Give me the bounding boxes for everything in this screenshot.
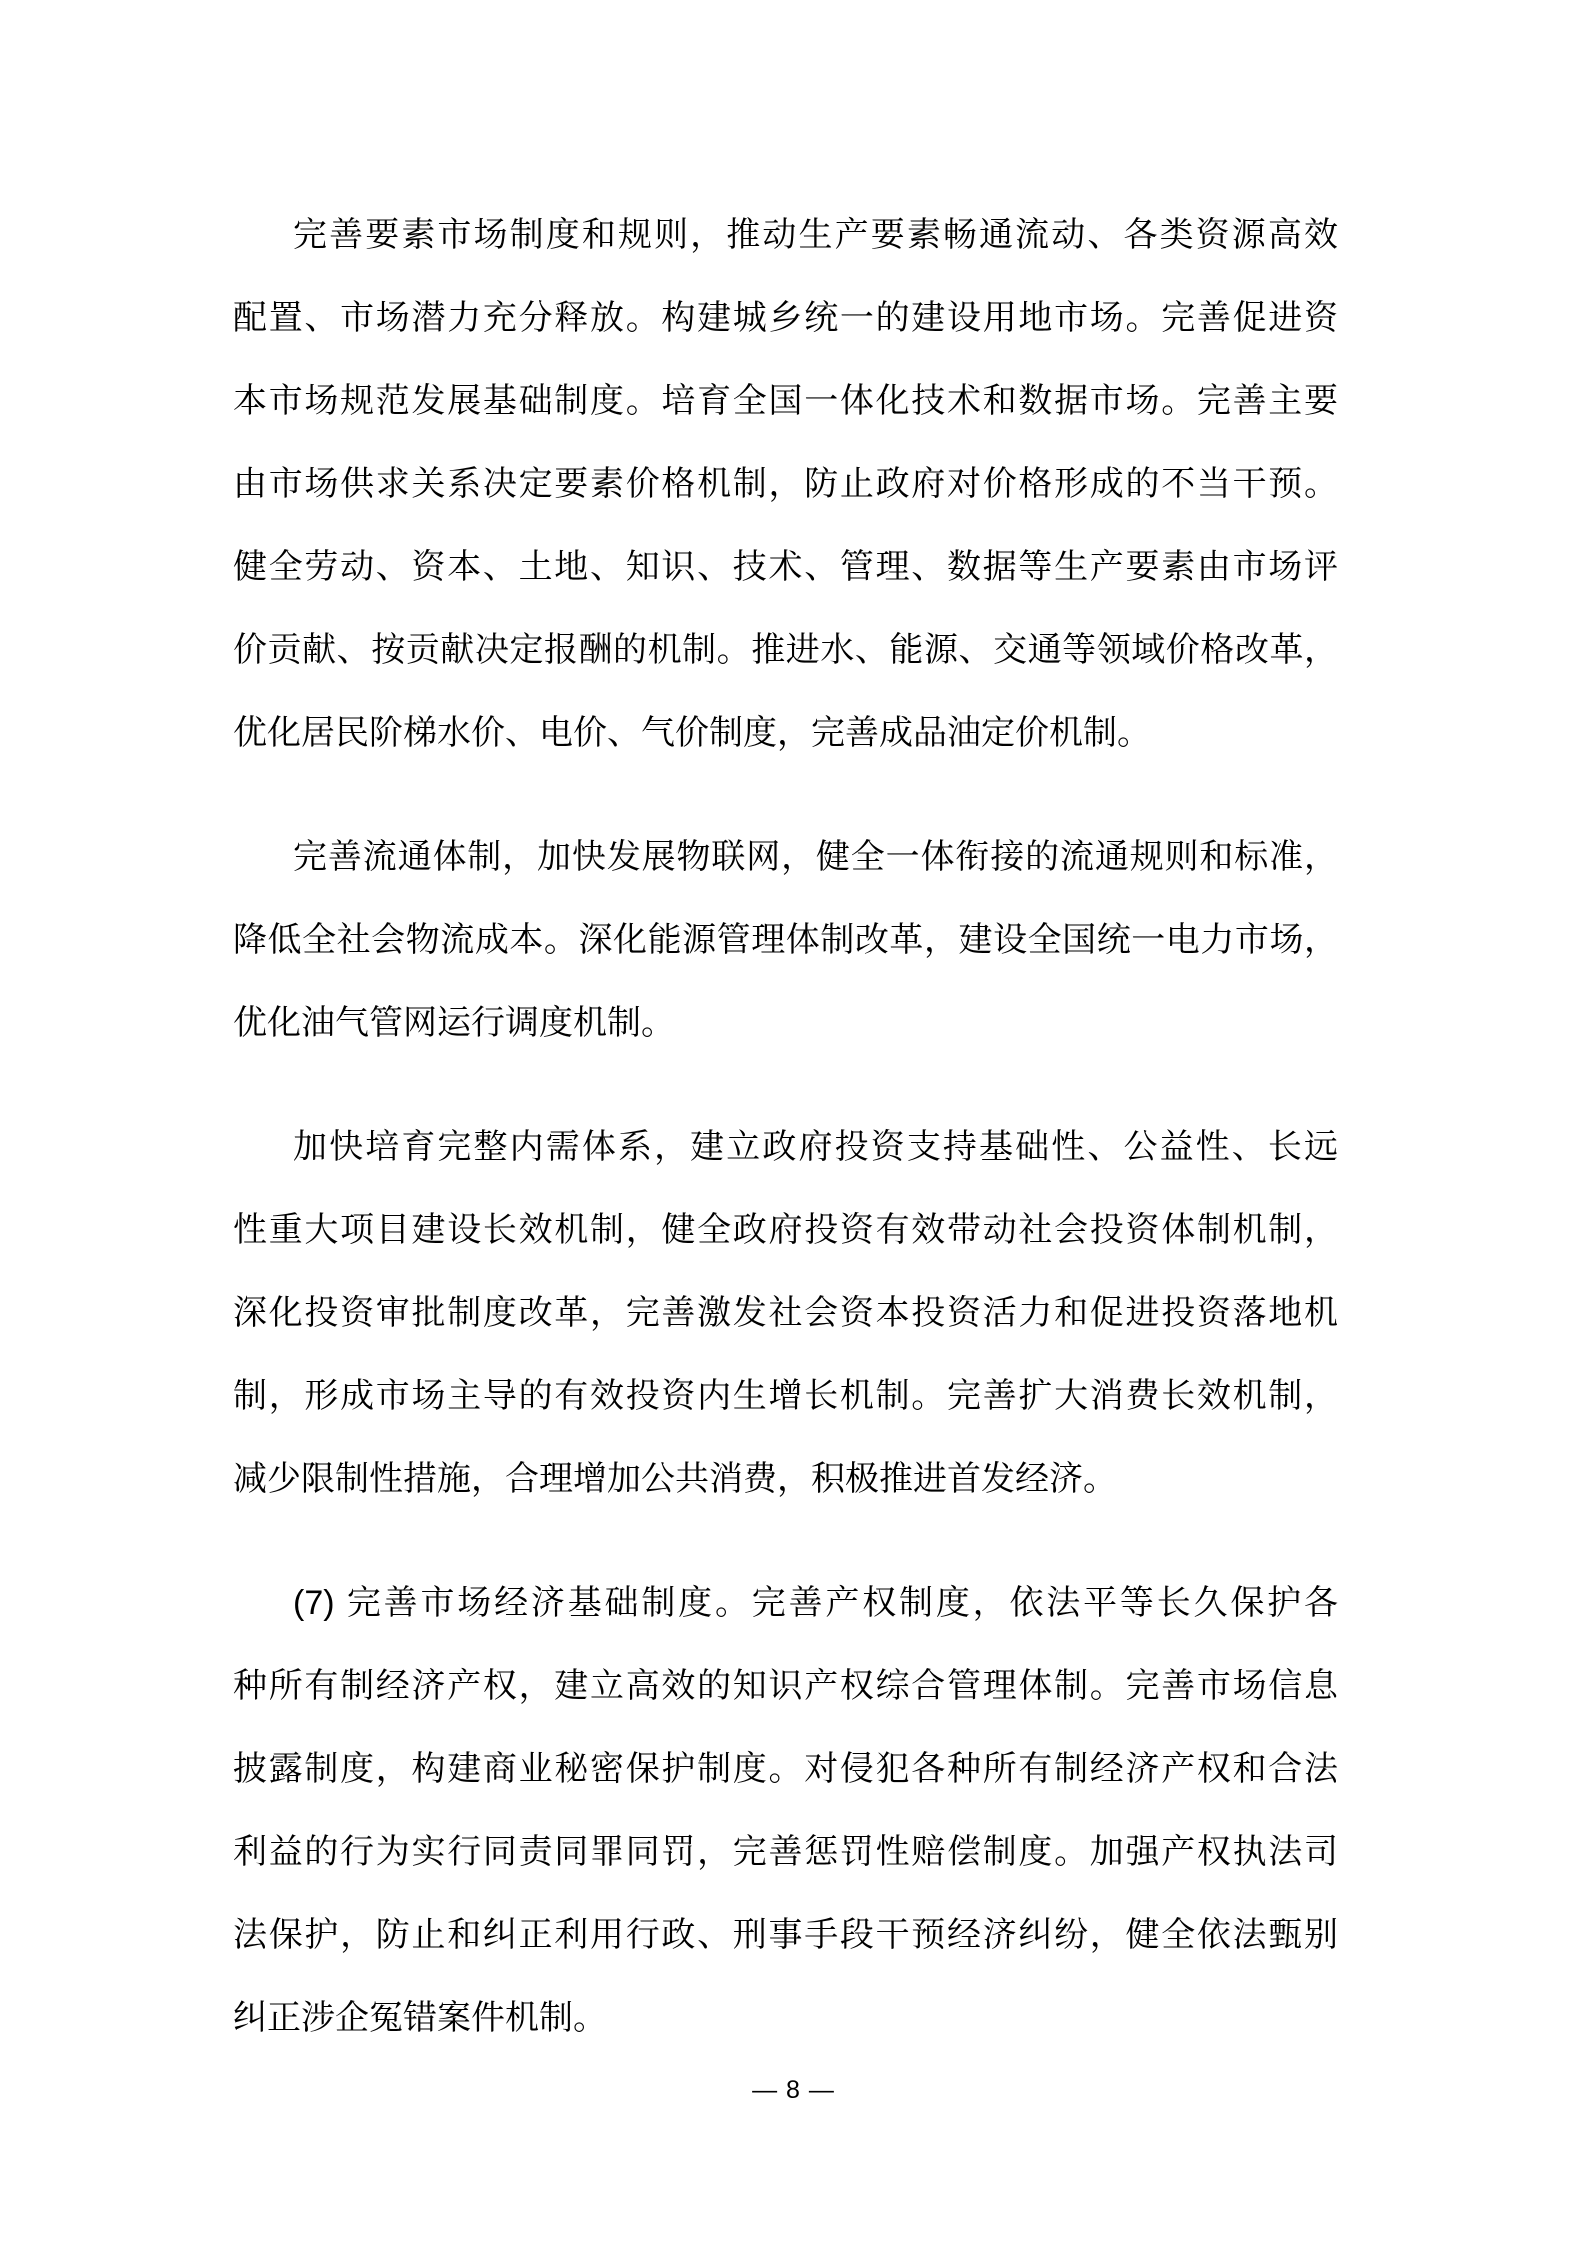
paragraph [233,194,1338,775]
text-line: 种所有制经济产权，建立高效的知识产权综合管理体制。完善市场信息 [233,1667,1338,1705]
text-line: 减少限制性措施，合理增加公共消费，积极推进首发经济。 [233,1460,1117,1498]
text-line: 健全劳动、资本、土地、知识、技术、管理、数据等生产要素由市场评 [233,548,1338,586]
text-line: 披露制度，构建商业秘密保护制度。对侵犯各种所有制经济产权和合法 [233,1750,1338,1788]
text-line: 纠正涉企冤错案件机制。 [233,1999,607,2037]
text-line: 加快培育完整内需体系，建立政府投资支持基础性、公益性、长远 [293,1128,1338,1166]
page-footer [0,2073,1587,2107]
text-line: 完善流通体制，加快发展物联网，健全一体衔接的流通规则和标准， [293,838,1338,876]
paragraph [233,1562,1338,2060]
text-line: 本市场规范发展基础制度。培育全国一体化技术和数据市场。完善主要 [233,382,1338,420]
text-line: 降低全社会物流成本。深化能源管理体制改革，建设全国统一电力市场， [233,921,1338,959]
text-line: 深化投资审批制度改革，完善激发社会资本投资活力和促进投资落地机 [233,1294,1338,1332]
text-line: 利益的行为实行同责同罪同罚，完善惩罚性赔偿制度。加强产权执法司 [233,1833,1338,1871]
document-body [233,194,1338,2101]
text-line: 完善要素市场制度和规则，推动生产要素畅通流动、各类资源高效 [293,216,1338,254]
text-line: 由市场供求关系决定要素价格机制，防止政府对价格形成的不当干预。 [233,465,1338,503]
text-line: 价贡献、按贡献决定报酬的机制。推进水、能源、交通等领域价格改革， [233,631,1338,669]
paragraph [233,816,1338,1065]
paragraph [233,1106,1338,1521]
page-number: — 8 — [752,2076,835,2104]
text-line: 优化油气管网运行调度机制。 [233,1004,675,1042]
text-line: (7) 完善市场经济基础制度。完善产权制度，依法平等长久保护各 [293,1584,1338,1622]
text-line: 优化居民阶梯水价、电价、气价制度，完善成品油定价机制。 [233,714,1151,752]
text-line: 法保护，防止和纠正利用行政、刑事手段干预经济纠纷，健全依法甄别 [233,1916,1338,1954]
text-line: 性重大项目建设长效机制，健全政府投资有效带动社会投资体制机制， [233,1211,1338,1249]
text-line: 配置、市场潜力充分释放。构建城乡统一的建设用地市场。完善促进资 [233,299,1338,337]
text-line: 制，形成市场主导的有效投资内生增长机制。完善扩大消费长效机制， [233,1377,1338,1415]
